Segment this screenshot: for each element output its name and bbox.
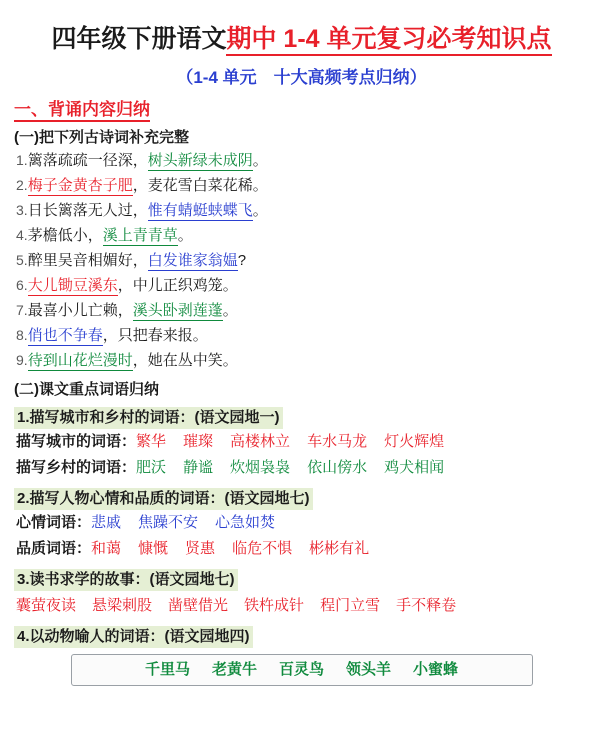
vocab-word: 老黄牛 bbox=[211, 661, 257, 678]
vocab-word: 繁华 bbox=[136, 433, 167, 450]
word-group-heading-row bbox=[12, 400, 591, 429]
poem-text-highlight: 待到山花烂漫时 bbox=[27, 352, 133, 369]
poem-line-number: 4. bbox=[16, 227, 28, 243]
poem-text-plain: 醉里吴音相媚好， bbox=[27, 252, 148, 269]
vocab-word: 领头羊 bbox=[346, 661, 392, 678]
word-row bbox=[16, 455, 591, 481]
poem-text-plain-tail: 。 bbox=[177, 227, 193, 244]
page-title-black: 四年级下册语文 bbox=[51, 25, 227, 53]
vocab-word: 囊萤夜读 bbox=[16, 597, 77, 614]
word-group-heading-row bbox=[12, 481, 591, 510]
poem-text-highlight: 白发谁家翁媪 bbox=[147, 252, 238, 269]
poem-line-number: 2. bbox=[16, 177, 28, 193]
poem-line-number: 7. bbox=[16, 302, 28, 318]
vocab-word: 心急如焚 bbox=[215, 514, 276, 531]
subsection-heading-2: (二)课文重点词语归纳 bbox=[14, 381, 159, 398]
vocab-word: 千里马 bbox=[144, 661, 190, 678]
poem-line-number: 9. bbox=[16, 352, 28, 368]
word-groups bbox=[12, 400, 591, 686]
poem-text-plain: 最喜小儿亡赖， bbox=[27, 302, 133, 319]
vocab-word: 车水马龙 bbox=[307, 433, 368, 450]
page-title bbox=[12, 22, 591, 56]
poem-text-highlight: 俏也不争春 bbox=[27, 327, 103, 344]
poem-line-number: 6. bbox=[16, 277, 28, 293]
poem-line bbox=[16, 223, 591, 248]
vocab-word: 慷慨 bbox=[138, 540, 169, 557]
vocab-word: 悲戚 bbox=[91, 514, 122, 531]
page-subtitle: （1-4 单元 十大高频考点归纳） bbox=[176, 68, 427, 87]
section-heading-1 bbox=[14, 99, 591, 121]
word-row bbox=[16, 429, 591, 455]
poem-text-highlight: 大儿锄豆溪东 bbox=[27, 277, 118, 294]
poem-text-plain: 茅檐低小， bbox=[27, 227, 103, 244]
poem-text-plain-tail: ，麦花雪白菜花稀。 bbox=[132, 177, 268, 194]
vocab-word: 凿壁借光 bbox=[168, 597, 229, 614]
poem-text-highlight: 惟有蜻蜓蛱蝶飞 bbox=[147, 202, 253, 219]
poem-text-plain-tail: ? bbox=[237, 252, 247, 269]
poem-line-number: 3. bbox=[16, 202, 28, 218]
vocab-word: 静谧 bbox=[183, 459, 214, 476]
vocab-word: 彬彬有礼 bbox=[309, 540, 370, 557]
vocab-word: 炊烟袅袅 bbox=[230, 459, 291, 476]
poem-text-plain-tail: 。 bbox=[222, 302, 238, 319]
vocab-word: 依山傍水 bbox=[307, 459, 368, 476]
poem-text-highlight: 溪上青青草 bbox=[102, 227, 178, 244]
word-row-label: 描写乡村的词语： bbox=[16, 459, 137, 476]
word-row-label: 心情词语： bbox=[16, 514, 92, 531]
poem-text-plain-tail: 。 bbox=[252, 202, 268, 219]
story-word-row bbox=[16, 593, 591, 619]
word-group-heading: 1.描写城市和乡村的词语：(语文园地一) bbox=[14, 407, 283, 429]
vocab-word: 灯火辉煌 bbox=[384, 433, 445, 450]
poem-line bbox=[16, 173, 591, 198]
poem-text-plain-tail: ，中儿正织鸡笼。 bbox=[117, 277, 238, 294]
poem-line bbox=[16, 298, 591, 323]
vocab-word: 肥沃 bbox=[136, 459, 167, 476]
poem-line bbox=[16, 323, 591, 348]
vocab-word: 和蔼 bbox=[91, 540, 122, 557]
poem-text-plain: 篱落疏疏一径深， bbox=[27, 152, 148, 169]
vocab-word: 铁杵成针 bbox=[244, 597, 305, 614]
vocab-word: 临危不惧 bbox=[232, 540, 293, 557]
poem-line-number: 5. bbox=[16, 252, 28, 268]
vocab-word: 焦躁不安 bbox=[138, 514, 199, 531]
vocab-word: 高楼林立 bbox=[230, 433, 291, 450]
word-group-heading: 4.以动物喻人的词语：(语文园地四) bbox=[14, 626, 253, 648]
page-title-red: 期中 1-4 单元复习必考知识点 bbox=[226, 25, 551, 56]
poem-line bbox=[16, 248, 591, 273]
subsection-heading-1: (一)把下列古诗词补充完整 bbox=[14, 129, 189, 146]
word-group-heading: 3.读书求学的故事：(语文园地七) bbox=[14, 569, 238, 591]
word-group-heading-row bbox=[12, 562, 591, 591]
vocab-word: 程门立雪 bbox=[320, 597, 381, 614]
poem-text-highlight: 树头新绿未成阴 bbox=[147, 152, 253, 169]
word-row bbox=[16, 536, 591, 562]
vocab-word: 贤惠 bbox=[185, 540, 216, 557]
poem-text-plain-tail: ，只把春来报。 bbox=[102, 327, 208, 344]
poem-text-plain: 日长篱落无人过， bbox=[27, 202, 148, 219]
section-heading-1-text: 一、背诵内容归纳 bbox=[14, 100, 150, 122]
vocab-word: 百灵鸟 bbox=[278, 661, 324, 678]
word-group-heading-row bbox=[12, 619, 591, 648]
poem-line bbox=[16, 198, 591, 223]
poem-line-number: 8. bbox=[16, 327, 28, 343]
poem-list bbox=[12, 148, 591, 373]
vocab-word: 手不释卷 bbox=[396, 597, 457, 614]
poem-line bbox=[16, 148, 591, 173]
word-row bbox=[16, 510, 591, 536]
poem-line bbox=[16, 273, 591, 298]
vocab-word: 璀璨 bbox=[183, 433, 214, 450]
word-row-label: 品质词语： bbox=[16, 540, 92, 557]
poem-text-highlight: 溪头卧剥莲蓬 bbox=[132, 302, 223, 319]
poem-text-plain-tail: 。 bbox=[252, 152, 268, 169]
poem-text-highlight: 梅子金黄杏子肥 bbox=[27, 177, 133, 194]
animal-metaphor-box bbox=[71, 654, 533, 686]
poem-text-plain-tail: ，她在丛中笑。 bbox=[132, 352, 238, 369]
word-row-label: 描写城市的词语： bbox=[16, 433, 137, 450]
poem-line bbox=[16, 348, 591, 373]
vocab-word: 小蜜蜂 bbox=[413, 661, 459, 678]
poem-line-number: 1. bbox=[16, 152, 28, 168]
word-group-heading: 2.描写人物心情和品质的词语：(语文园地七) bbox=[14, 488, 313, 510]
vocab-word: 鸡犬相闻 bbox=[384, 459, 445, 476]
vocab-word: 悬梁刺股 bbox=[92, 597, 153, 614]
